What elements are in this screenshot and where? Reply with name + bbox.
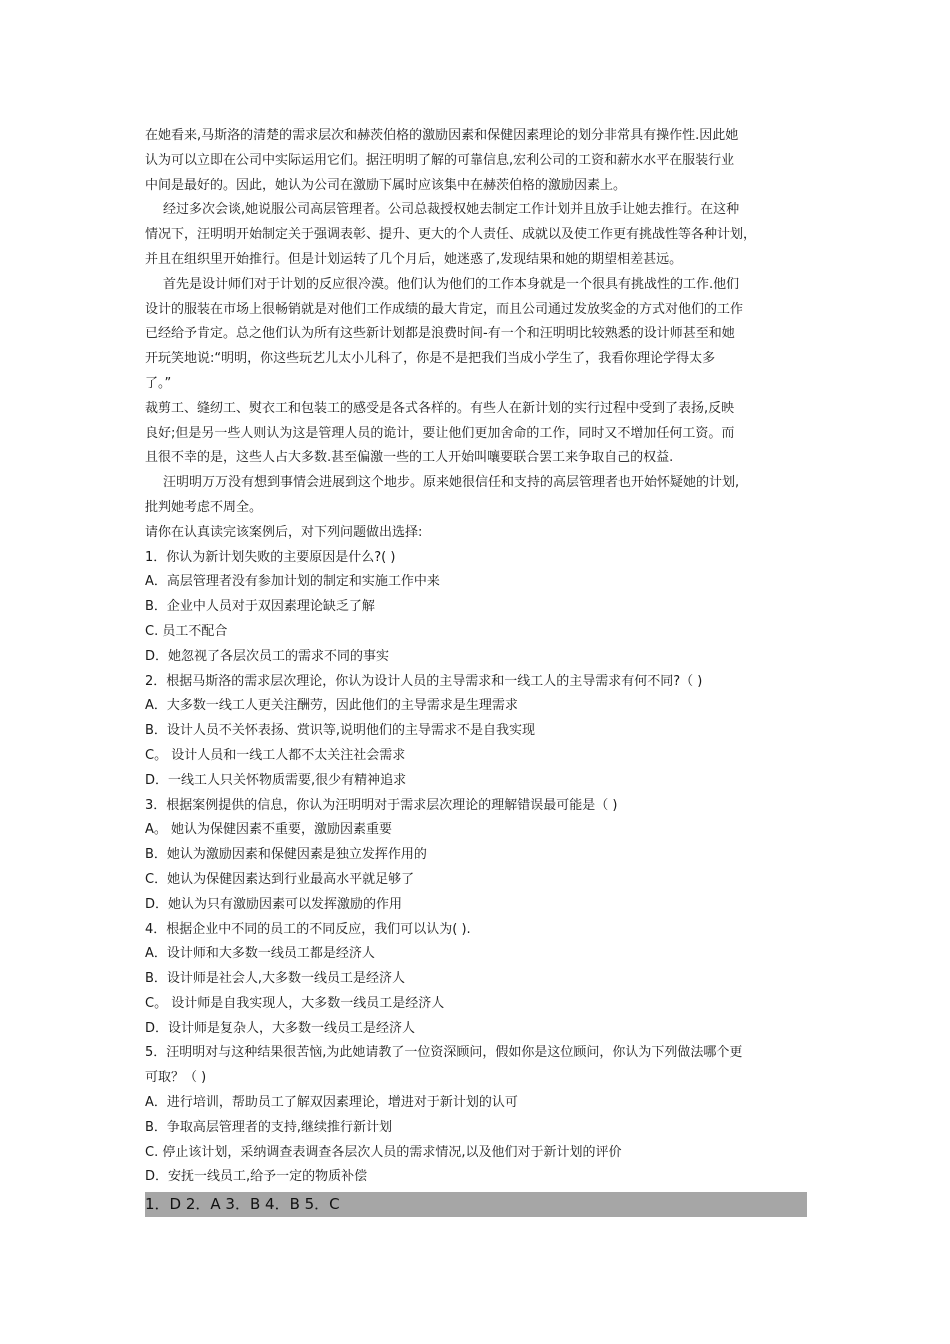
instruction-line: 请你在认真读完该案例后，对下列问题做出选择: xyxy=(145,524,423,540)
answer-key: 1．D 2．A 3．B 4．B 5．C xyxy=(145,1192,807,1217)
question-2-option-a: A．大多数一线工人更关注酬劳，因此他们的主导需求是生理需求 xyxy=(145,698,518,714)
question-3-option-d: D．她认为只有激励因素可以发挥激励的作用 xyxy=(145,896,403,912)
text-line: 良好;但是另一些人则认为这是管理人员的诡计，要让他们更加舍命的工作，同时又不增加任何工资。而 xyxy=(145,425,735,441)
text-line: 了。” xyxy=(145,375,172,391)
text-line: 并且在组织里开始推行。但是计划运转了几个月后，她迷惑了,发现结果和她的期望相差甚远。 xyxy=(145,251,683,267)
question-4-option-c: C。 设计师是自我实现人，大多数一线员工是经济人 xyxy=(145,995,445,1011)
question-2-option-d: D．一线工人只关怀物质需要,很少有精神追求 xyxy=(145,772,407,788)
question-5-option-c: C. 停止该计划，采纳调查表调查各层次人员的需求情况,以及他们对于新计划的评价 xyxy=(145,1144,622,1160)
question-1: 1．你认为新计划失败的主要原因是什么?( ) xyxy=(145,549,396,565)
document-page xyxy=(145,124,813,1217)
question-1-option-c: C. 员工不配合 xyxy=(145,623,228,639)
text-line: 经过多次会谈,她说服公司高层管理者。公司总裁授权她去制定工作计划并且放手让她去推行。在这种 xyxy=(163,202,740,218)
text-line: 批判她考虑不周全。 xyxy=(145,499,263,515)
text-line: 开玩笑地说:“明明，你这些玩艺儿太小儿科了，你是不是把我们当成小学生了，我看你理论学得太多 xyxy=(145,351,716,367)
text-line: 中间是最好的。因此，她认为公司在激励下属时应该集中在赫茨伯格的激励因素上。 xyxy=(145,177,627,193)
question-1-option-a: A．高层管理者没有参加计划的制定和实施工作中来 xyxy=(145,574,440,590)
question-5-option-b: B．争取高层管理者的支持,继续推行新计划 xyxy=(145,1119,393,1135)
question-2-option-c: C。 设计人员和一线工人都不太关注社会需求 xyxy=(145,747,406,763)
text-line: 汪明明万万没有想到事情会进展到这个地步。原来她很信任和支持的高层管理者也开始怀疑她的计划, xyxy=(163,475,740,491)
text-line: 裁剪工、缝纫工、熨衣工和包装工的感受是各式各样的。有些人在新计划的实行过程中受到了表扬,反映 xyxy=(145,400,735,416)
question-5-option-d: D．安抚一线员工,给予一定的物质补偿 xyxy=(145,1169,368,1185)
text-line: 已经给予肯定。总之他们认为所有这些新计划都是浪费时间-有一个和汪明明比较熟悉的设计师甚至和她 xyxy=(145,326,735,342)
question-1-option-d: D．她忽视了各层次员工的需求不同的事实 xyxy=(145,648,390,664)
text-line: 设计的服装在市场上很畅销就是对他们工作成绩的最大肯定，而且公司通过发放奖金的方式对他们的工作 xyxy=(145,301,744,317)
question-1-option-b: B．企业中人员对于双因素理论缺乏了解 xyxy=(145,599,375,615)
question-3: 3．根据案例提供的信息，你认为汪明明对于需求层次理论的理解错误最可能是（ ) xyxy=(145,797,618,813)
text-line: 首先是设计师们对于计划的反应很冷漠。他们认为他们的工作本身就是一个很具有挑战性的工作.他们 xyxy=(163,276,740,292)
question-4-option-a: A．设计师和大多数一线员工都是经济人 xyxy=(145,946,375,962)
question-2-option-b: B．设计人员不关怀表扬、赏识等,说明他们的主导需求不是自我实现 xyxy=(145,723,536,739)
question-2: 2．根据马斯洛的需求层次理论，你认为设计人员的主导需求和一线工人的主导需求有何不同?（ ) xyxy=(145,673,703,689)
question-5-option-a: A．进行培训，帮助员工了解双因素理论，增进对于新计划的认可 xyxy=(145,1095,518,1111)
question-3-option-c: C．她认为保健因素达到行业最高水平就足够了 xyxy=(145,871,415,887)
question-5-cont: 可取？（ ) xyxy=(145,1070,207,1086)
question-4: 4．根据企业中不同的员工的不同反应，我们可以认为( ). xyxy=(145,921,471,937)
question-4-option-b: B．设计师是社会人,大多数一线员工是经济人 xyxy=(145,971,406,987)
question-4-option-d: D．设计师是复杂人，大多数一线员工是经济人 xyxy=(145,1020,416,1036)
question-3-option-a: A。 她认为保健因素不重要，激励因素重要 xyxy=(145,822,393,838)
text-line: 在她看来,马斯洛的清楚的需求层次和赫茨伯格的激励因素和保健因素理论的划分非常具有操作性.因此她 xyxy=(145,128,739,143)
text-line: 情况下，汪明明开始制定关于强调表彰、提升、更大的个人责任、成就以及使工作更有挑战性等各种计划， xyxy=(145,227,757,243)
text-line: 且很不幸的是，这些人占大多数.甚至偏激一些的工人开始叫嚷要联合罢工来争取自己的权益. xyxy=(145,450,674,466)
question-5: 5．汪明明对与这种结果很苦恼,为此她请教了一位资深顾问，假如你是这位顾问，你认为下列做法哪个更 xyxy=(145,1045,743,1061)
text-line: 认为可以立即在公司中实际运用它们。据汪明明了解的可靠信息,宏利公司的工资和薪水水平在服装行业 xyxy=(145,152,735,168)
question-3-option-b: B．她认为激励因素和保健因素是独立发挥作用的 xyxy=(145,847,427,863)
